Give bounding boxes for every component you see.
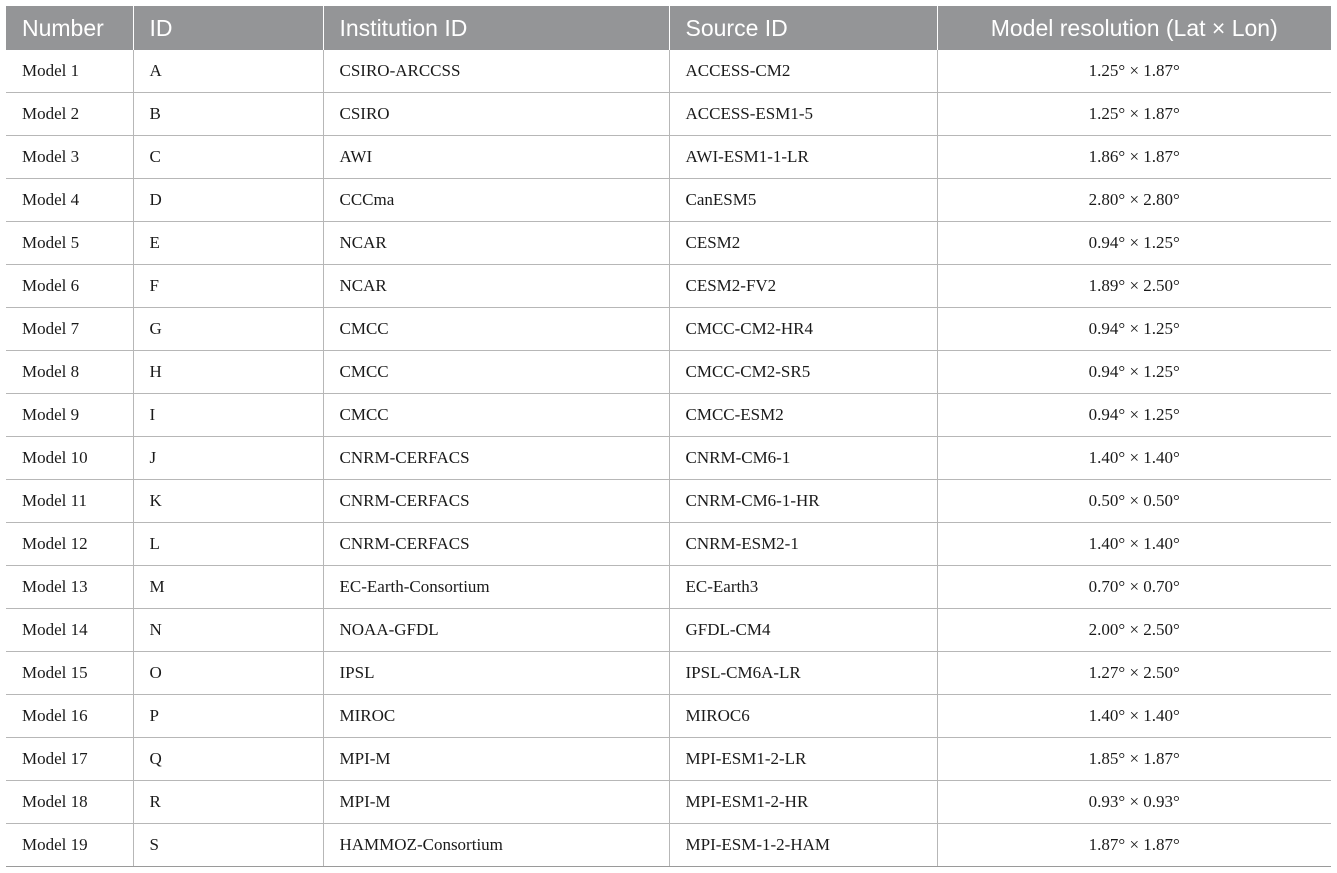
cell-number: Model 17 <box>6 738 133 781</box>
cell-id: N <box>133 609 323 652</box>
cell-source-id: CESM2-FV2 <box>669 265 937 308</box>
cell-source-id: CNRM-CM6-1 <box>669 437 937 480</box>
cell-number: Model 4 <box>6 179 133 222</box>
cell-source-id: MPI-ESM1-2-HR <box>669 781 937 824</box>
table-header <box>6 6 1331 50</box>
cell-institution-id: IPSL <box>323 652 669 695</box>
cell-model-resolution: 0.94° × 1.25° <box>937 351 1331 394</box>
cell-number: Model 5 <box>6 222 133 265</box>
cell-model-resolution: 2.80° × 2.80° <box>937 179 1331 222</box>
table-row <box>6 93 1331 136</box>
cell-id: A <box>133 50 323 93</box>
cell-id: G <box>133 308 323 351</box>
cell-source-id: GFDL-CM4 <box>669 609 937 652</box>
table-body <box>6 50 1331 867</box>
table-row <box>6 609 1331 652</box>
model-table-container <box>6 6 1331 867</box>
cell-id: F <box>133 265 323 308</box>
table-row <box>6 824 1331 867</box>
cell-source-id: MPI-ESM1-2-LR <box>669 738 937 781</box>
cell-institution-id: EC-Earth-Consortium <box>323 566 669 609</box>
table-row <box>6 265 1331 308</box>
cell-number: Model 18 <box>6 781 133 824</box>
cell-id: M <box>133 566 323 609</box>
table-row <box>6 695 1331 738</box>
header-number: Number <box>6 6 133 50</box>
header-institution-id: Institution ID <box>323 6 669 50</box>
table-row <box>6 437 1331 480</box>
cell-institution-id: NOAA-GFDL <box>323 609 669 652</box>
cell-model-resolution: 1.40° × 1.40° <box>937 523 1331 566</box>
cell-model-resolution: 0.94° × 1.25° <box>937 222 1331 265</box>
cell-id: B <box>133 93 323 136</box>
cell-model-resolution: 1.40° × 1.40° <box>937 437 1331 480</box>
cell-id: Q <box>133 738 323 781</box>
table-row <box>6 179 1331 222</box>
cell-source-id: CanESM5 <box>669 179 937 222</box>
table-row <box>6 523 1331 566</box>
cell-number: Model 8 <box>6 351 133 394</box>
cell-number: Model 12 <box>6 523 133 566</box>
cell-model-resolution: 1.25° × 1.87° <box>937 93 1331 136</box>
header-model-resolution: Model resolution (Lat × Lon) <box>937 6 1331 50</box>
cell-id: L <box>133 523 323 566</box>
cell-id: E <box>133 222 323 265</box>
cell-source-id: CESM2 <box>669 222 937 265</box>
cell-number: Model 19 <box>6 824 133 867</box>
cell-model-resolution: 0.93° × 0.93° <box>937 781 1331 824</box>
cell-id: I <box>133 394 323 437</box>
cell-id: D <box>133 179 323 222</box>
cell-model-resolution: 1.86° × 1.87° <box>937 136 1331 179</box>
cell-id: R <box>133 781 323 824</box>
cell-number: Model 16 <box>6 695 133 738</box>
table-row <box>6 781 1331 824</box>
cell-id: O <box>133 652 323 695</box>
cell-number: Model 11 <box>6 480 133 523</box>
model-resolution-table <box>6 6 1331 867</box>
cell-source-id: IPSL-CM6A-LR <box>669 652 937 695</box>
cell-model-resolution: 1.89° × 2.50° <box>937 265 1331 308</box>
cell-institution-id: MPI-M <box>323 738 669 781</box>
cell-model-resolution: 0.50° × 0.50° <box>937 480 1331 523</box>
cell-institution-id: NCAR <box>323 265 669 308</box>
cell-model-resolution: 0.70° × 0.70° <box>937 566 1331 609</box>
cell-source-id: CNRM-ESM2-1 <box>669 523 937 566</box>
cell-institution-id: CSIRO <box>323 93 669 136</box>
cell-institution-id: CNRM-CERFACS <box>323 437 669 480</box>
cell-institution-id: CMCC <box>323 351 669 394</box>
cell-source-id: CNRM-CM6-1-HR <box>669 480 937 523</box>
cell-source-id: MPI-ESM-1-2-HAM <box>669 824 937 867</box>
cell-number: Model 7 <box>6 308 133 351</box>
cell-model-resolution: 1.27° × 2.50° <box>937 652 1331 695</box>
cell-institution-id: CNRM-CERFACS <box>323 523 669 566</box>
cell-model-resolution: 1.40° × 1.40° <box>937 695 1331 738</box>
header-row <box>6 6 1331 50</box>
cell-source-id: CMCC-CM2-HR4 <box>669 308 937 351</box>
cell-institution-id: CMCC <box>323 394 669 437</box>
cell-id: K <box>133 480 323 523</box>
cell-id: C <box>133 136 323 179</box>
cell-institution-id: CSIRO-ARCCSS <box>323 50 669 93</box>
table-row <box>6 566 1331 609</box>
cell-source-id: ACCESS-CM2 <box>669 50 937 93</box>
table-row <box>6 351 1331 394</box>
table-row <box>6 652 1331 695</box>
cell-source-id: EC-Earth3 <box>669 566 937 609</box>
cell-institution-id: AWI <box>323 136 669 179</box>
cell-number: Model 14 <box>6 609 133 652</box>
cell-number: Model 1 <box>6 50 133 93</box>
cell-model-resolution: 2.00° × 2.50° <box>937 609 1331 652</box>
table-row <box>6 480 1331 523</box>
cell-institution-id: HAMMOZ-Consortium <box>323 824 669 867</box>
cell-source-id: CMCC-ESM2 <box>669 394 937 437</box>
cell-institution-id: NCAR <box>323 222 669 265</box>
table-row <box>6 308 1331 351</box>
cell-model-resolution: 1.25° × 1.87° <box>937 50 1331 93</box>
cell-source-id: MIROC6 <box>669 695 937 738</box>
cell-model-resolution: 1.85° × 1.87° <box>937 738 1331 781</box>
cell-institution-id: CMCC <box>323 308 669 351</box>
cell-source-id: CMCC-CM2-SR5 <box>669 351 937 394</box>
cell-number: Model 3 <box>6 136 133 179</box>
cell-institution-id: CNRM-CERFACS <box>323 480 669 523</box>
cell-id: S <box>133 824 323 867</box>
table-row <box>6 222 1331 265</box>
table-row <box>6 738 1331 781</box>
table-row <box>6 136 1331 179</box>
cell-institution-id: MPI-M <box>323 781 669 824</box>
cell-number: Model 6 <box>6 265 133 308</box>
cell-number: Model 2 <box>6 93 133 136</box>
cell-institution-id: CCCma <box>323 179 669 222</box>
cell-id: J <box>133 437 323 480</box>
cell-number: Model 15 <box>6 652 133 695</box>
cell-institution-id: MIROC <box>323 695 669 738</box>
table-row <box>6 394 1331 437</box>
cell-model-resolution: 0.94° × 1.25° <box>937 394 1331 437</box>
cell-source-id: ACCESS-ESM1-5 <box>669 93 937 136</box>
header-source-id: Source ID <box>669 6 937 50</box>
cell-source-id: AWI-ESM1-1-LR <box>669 136 937 179</box>
table-row <box>6 50 1331 93</box>
cell-id: P <box>133 695 323 738</box>
cell-model-resolution: 1.87° × 1.87° <box>937 824 1331 867</box>
cell-number: Model 10 <box>6 437 133 480</box>
cell-number: Model 9 <box>6 394 133 437</box>
cell-id: H <box>133 351 323 394</box>
cell-model-resolution: 0.94° × 1.25° <box>937 308 1331 351</box>
header-id: ID <box>133 6 323 50</box>
cell-number: Model 13 <box>6 566 133 609</box>
